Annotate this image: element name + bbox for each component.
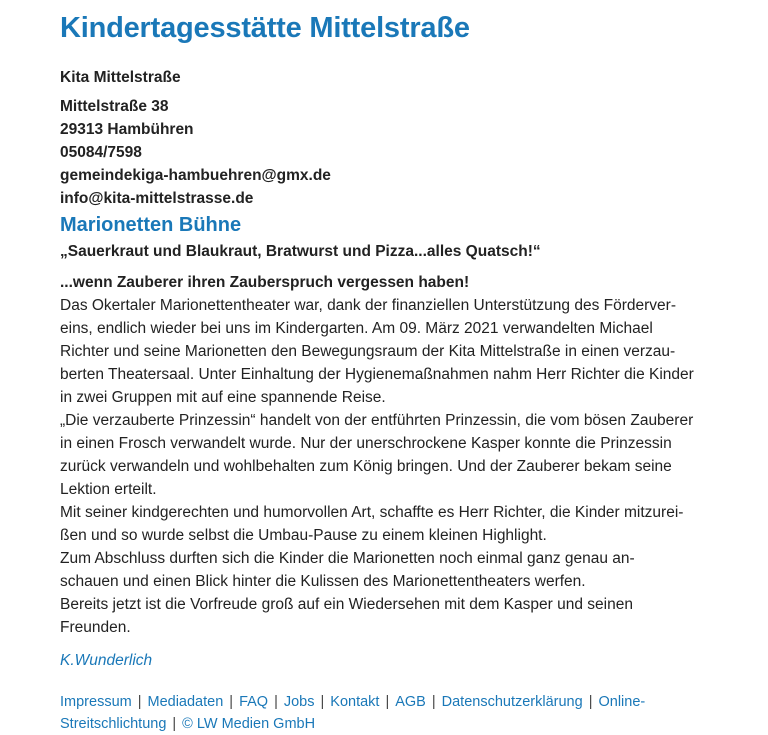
footer-separator: | — [229, 694, 234, 710]
address-email-2: info@kita-mittelstrasse.de — [60, 190, 254, 207]
footer-link-faq[interactable]: FAQ — [239, 694, 269, 710]
footer-links — [60, 691, 750, 735]
address-name: Kita Mittelstraße — [60, 69, 181, 86]
address-email-1: gemeindekiga-hambuehren@gmx.de — [60, 167, 331, 184]
article-line: „Die verzauberte Prinzessin“ handelt von der entführten Prinzessin, die vom bösen Zauberer — [60, 412, 694, 429]
address-block — [60, 66, 750, 210]
article-line: Richter und seine Marionetten den Bewegungsraum der Kita Mittelstraße in einen verzau- — [60, 343, 676, 360]
article-line: Mit seiner kindgerechten und humorvollen Art, schaffte es Herr Richter, die Kinder mitzurei- — [60, 504, 684, 521]
article-line: in zwei Gruppen mit auf eine spannende Reise. — [60, 389, 386, 406]
footer-link-jobs[interactable]: Jobs — [283, 694, 315, 710]
footer-separator: | — [431, 694, 436, 710]
footer-link-online-streitschlichtung-part1[interactable]: Online- — [598, 694, 646, 710]
footer-link-online-streitschlichtung-part2[interactable]: Streitschlichtung — [60, 716, 167, 732]
article-line: in einen Frosch verwandelt wurde. Nur der unerschrockene Kasper konnte die Prinzessin — [60, 435, 672, 452]
article-line: Freunden. — [60, 619, 131, 636]
article-body — [60, 294, 750, 639]
footer-separator: | — [320, 694, 325, 710]
footer-link-mediadaten[interactable]: Mediadaten — [147, 694, 224, 710]
article-line: berten Theatersaal. Unter Einhaltung der Hygienemaßnahmen nahm Herr Richter die Kinder — [60, 366, 694, 383]
footer-separator: | — [274, 694, 278, 710]
footer-row-1 — [60, 691, 750, 713]
footer-separator: | — [172, 716, 177, 732]
article-line: Zum Abschluss durften sich die Kinder die Marionetten noch einmal ganz genau an- — [60, 550, 635, 567]
address-street: Mittelstraße 38 — [60, 98, 169, 115]
footer-link-agb[interactable]: AGB — [395, 694, 426, 710]
article-line: eins, endlich wieder bei uns im Kindergarten. Am 09. März 2021 verwandelten Michael — [60, 320, 653, 337]
article-line: Das Okertaler Marionettentheater war, dank der finanziellen Unterstützung des Förderver- — [60, 297, 676, 314]
page — [60, 10, 750, 735]
footer-link-kontakt[interactable]: Kontakt — [330, 694, 380, 710]
footer-link-impressum[interactable]: Impressum — [60, 694, 132, 710]
article-line: Bereits jetzt ist die Vorfreude groß auf ein Wiedersehen mit dem Kasper und seinen — [60, 596, 633, 613]
article-line: ßen und so wurde selbst die Umbau-Pause zu einem kleinen Highlight. — [60, 527, 547, 544]
site-title: Kindertagesstätte Mittelstraße — [60, 12, 470, 44]
address-phone: 05084/7598 — [60, 144, 142, 161]
article-author: K.Wunderlich — [60, 652, 153, 669]
article-line: zurück verwandeln und wohlbehalten zum König bringen. Und der Zauberer bekam seine — [60, 458, 672, 475]
footer-separator: | — [588, 694, 593, 710]
address-city: 29313 Hambühren — [60, 121, 194, 138]
footer-row-2 — [60, 713, 750, 735]
footer-separator: | — [385, 694, 390, 710]
footer-separator: | — [137, 694, 142, 710]
footer-link-copyright[interactable]: © LW Medien GmbH — [182, 716, 316, 732]
article-title: Marionetten Bühne — [60, 214, 242, 236]
article-lead: ...wenn Zauberer ihren Zauberspruch vergessen haben! — [60, 274, 470, 291]
footer-link-datenschutz[interactable]: Datenschutzerklärung — [441, 694, 583, 710]
article-line: schauen und einen Blick hinter die Kulissen des Marionettentheaters werfen. — [60, 573, 586, 590]
article-subtitle: „Sauerkraut und Blaukraut, Bratwurst und Pizza...alles Quatsch!“ — [60, 243, 541, 260]
article-line: Lektion erteilt. — [60, 481, 157, 498]
